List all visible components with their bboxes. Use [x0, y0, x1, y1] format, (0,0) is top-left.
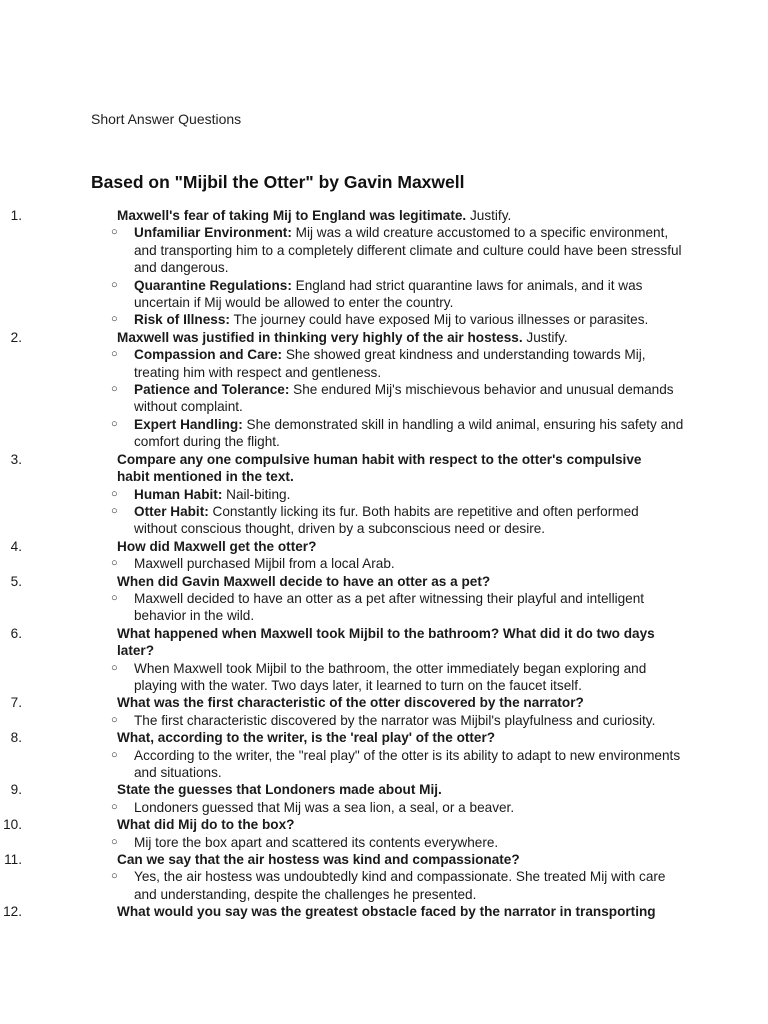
answer-text: Maxwell decided to have an otter as a pet after witnessing their playful and intelligent behavior in the wild.: [134, 590, 645, 624]
question-text: What did Mij do to the box?: [117, 817, 295, 833]
answer-item: [0, 868, 684, 903]
question-number: 9.: [10, 782, 22, 798]
answer-item: [0, 799, 684, 816]
circle-bullet-icon: ○: [111, 417, 118, 430]
answer-item: [0, 224, 684, 276]
answer-item: [0, 277, 684, 312]
question-text: Can we say that the air hostess was kind and compassionate?: [117, 852, 520, 868]
question-text: When did Gavin Maxwell decide to have an otter as a pet?: [117, 573, 491, 589]
answer-label: Risk of Illness:: [134, 312, 230, 328]
question-item: [0, 729, 768, 781]
question-heading: [0, 329, 677, 346]
answer-list: [0, 346, 768, 450]
question-text: Maxwell was justified in thinking very highly of the air hostess.: [117, 329, 523, 345]
answer-text: She showed great kindness and understanding towards Mij, treating him with respect and gentleness.: [134, 347, 646, 380]
question-heading: [0, 207, 677, 224]
question-heading: [0, 781, 677, 798]
document-title: Based on "Mijbil the Otter" by Gavin Maxwell: [91, 172, 465, 192]
answer-text: Constantly licking its fur. Both habits are repetitive and often performed without conscious thought, driven by a subconscious need or desire.: [134, 503, 639, 537]
answer-item: [0, 747, 684, 782]
answer-text: The journey could have exposed Mij to various illnesses or parasites.: [229, 312, 649, 328]
answer-label: Otter Habit:: [134, 503, 209, 519]
answer-text: Nail-biting.: [222, 486, 291, 502]
question-number: 11.: [4, 852, 22, 868]
answer-label: Patience and Tolerance:: [134, 382, 290, 398]
circle-bullet-icon: ○: [111, 713, 118, 726]
answer-item: [0, 660, 684, 695]
question-item: [0, 207, 768, 329]
answer-list: [0, 555, 768, 572]
answer-text: The first characteristic discovered by the narrator was Mijbil's playfulness and curiosity.: [134, 712, 656, 728]
answer-item: [0, 311, 684, 328]
question-heading: [0, 851, 677, 868]
answer-item: [0, 416, 684, 451]
question-text: What happened when Maxwell took Mijbil to the bathroom? What did it do two days later?: [117, 625, 655, 659]
answer-text: Mij was a wild creature accustomed to a specific environment, and transporting him to a completely different climate and culture could have been stressful and dangerous.: [134, 225, 682, 276]
question-list: [0, 207, 768, 921]
answer-item: [0, 486, 684, 503]
answer-text: When Maxwell took Mijbil to the bathroom, the otter immediately began exploring and playing with the water. Two days later, it learned to turn on the faucet itself.: [134, 660, 647, 693]
answer-label: Human Habit:: [134, 486, 223, 502]
question-heading: [0, 538, 677, 555]
question-item: [0, 851, 768, 903]
question-text: State the guesses that Londoners made about Mij.: [117, 782, 442, 798]
answer-list: [0, 712, 768, 729]
answer-list: [0, 486, 768, 538]
answer-list: [0, 660, 768, 695]
circle-bullet-icon: ○: [111, 504, 118, 517]
answer-list: [0, 868, 768, 903]
answer-label: Expert Handling:: [134, 416, 243, 432]
question-number: 8.: [10, 730, 22, 746]
circle-bullet-icon: ○: [111, 835, 118, 848]
question-item: [0, 538, 768, 573]
question-number: 4.: [10, 538, 22, 554]
question-suffix: Justify.: [522, 329, 568, 345]
circle-bullet-icon: ○: [111, 591, 118, 604]
question-item: [0, 329, 768, 451]
question-item: [0, 781, 768, 816]
question-item: [0, 694, 768, 729]
answer-text: Mij tore the box apart and scattered its contents everywhere.: [134, 834, 499, 850]
circle-bullet-icon: ○: [111, 226, 118, 239]
question-heading: [0, 729, 677, 746]
circle-bullet-icon: ○: [111, 487, 118, 500]
circle-bullet-icon: ○: [111, 870, 118, 883]
answer-item: [0, 381, 684, 416]
answer-label: Compassion and Care:: [134, 347, 283, 363]
question-heading: [0, 451, 677, 486]
answer-label: Quarantine Regulations:: [134, 277, 292, 293]
question-number: 3.: [10, 451, 22, 467]
circle-bullet-icon: ○: [111, 313, 118, 326]
question-text: How did Maxwell get the otter?: [117, 538, 317, 554]
circle-bullet-icon: ○: [111, 383, 118, 396]
question-text: What would you say was the greatest obstacle faced by the narrator in transporting: [117, 904, 656, 920]
question-number: 10.: [3, 817, 22, 833]
circle-bullet-icon: ○: [111, 748, 118, 761]
question-number: 2.: [10, 329, 22, 345]
answer-text: Yes, the air hostess was undoubtedly kind and compassionate. She treated Mij with care and understanding, despite the challenges he presented.: [134, 869, 666, 902]
circle-bullet-icon: ○: [111, 661, 118, 674]
answer-text: According to the writer, the "real play" of the otter is its ability to adapt to new environments and situations.: [134, 747, 681, 780]
question-suffix: Justify.: [466, 208, 512, 223]
question-heading: [0, 903, 677, 920]
answer-item: [0, 503, 684, 538]
question-number: 7.: [10, 695, 22, 711]
answer-item: [0, 555, 684, 572]
answer-item: [0, 590, 684, 625]
answer-text: She endured Mij's mischievous behavior and unusual demands without complaint.: [134, 382, 674, 415]
answer-item: [0, 712, 684, 729]
question-item: [0, 573, 768, 625]
circle-bullet-icon: ○: [111, 557, 118, 570]
question-text: Maxwell's fear of taking Mij to England was legitimate.: [117, 208, 467, 223]
answer-list: [0, 747, 768, 782]
answer-text: She demonstrated skill in handling a wild animal, ensuring his safety and comfort during the flight.: [134, 416, 684, 450]
document-header: Short Answer Questions: [91, 111, 242, 127]
answer-text: Londoners guessed that Mij was a sea lion, a seal, or a beaver.: [134, 799, 515, 815]
question-item: [0, 625, 768, 695]
answer-list: [0, 799, 768, 816]
question-text: What, according to the writer, is the 'real play' of the otter?: [117, 730, 496, 746]
answer-list: [0, 834, 768, 851]
answer-list: [0, 590, 768, 625]
circle-bullet-icon: ○: [111, 800, 118, 813]
answer-item: [0, 346, 684, 381]
question-number: 12.: [3, 904, 22, 920]
question-number: 5.: [10, 573, 22, 589]
circle-bullet-icon: ○: [111, 278, 118, 291]
answer-item: [0, 834, 684, 851]
question-item: [0, 903, 768, 920]
question-heading: [0, 694, 677, 711]
answer-list: [0, 224, 768, 328]
question-number: 1.: [10, 208, 22, 223]
question-heading: [0, 573, 677, 590]
answer-text: England had strict quarantine laws for animals, and it was uncertain if Mij would be allowed to enter the country.: [134, 277, 643, 311]
question-heading: [0, 816, 677, 833]
question-text: Compare any one compulsive human habit with respect to the otter's compulsive habit mentioned in the text.: [117, 451, 642, 485]
question-number: 6.: [10, 625, 22, 641]
question-text: What was the first characteristic of the otter discovered by the narrator?: [117, 695, 584, 711]
question-item: [0, 816, 768, 851]
answer-text: Maxwell purchased Mijbil from a local Arab.: [134, 556, 395, 572]
question-item: [0, 451, 768, 538]
circle-bullet-icon: ○: [111, 348, 118, 361]
question-heading: [0, 625, 677, 660]
answer-label: Unfamiliar Environment:: [134, 225, 292, 241]
